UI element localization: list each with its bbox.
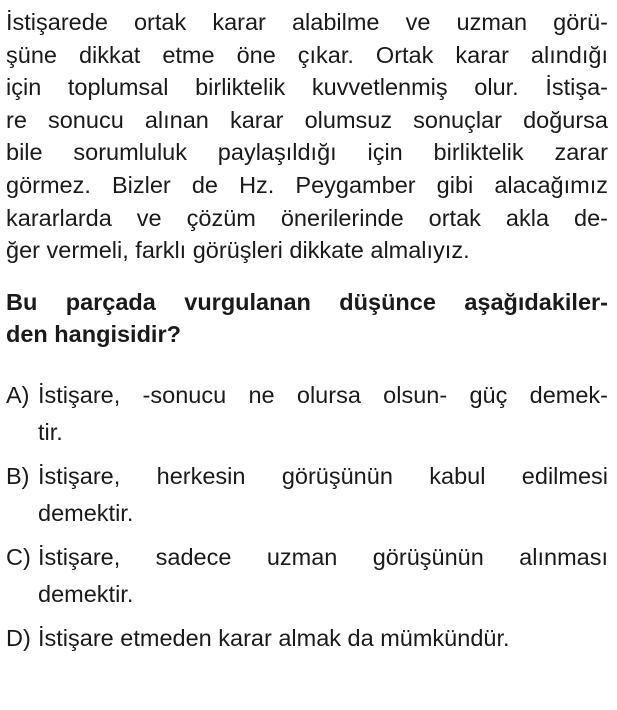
passage-line: kararlarda ve çözüm önerilerinde ortak akla de-	[6, 204, 608, 231]
passage-line: İstişarede ortak karar alabilme ve uzman görü-	[6, 9, 608, 35]
passage-line: bile sorumluluk paylaşıldığı için birliktelik zarar	[6, 139, 608, 166]
passage-line: şüne dikkat etme öne çıkar. Ortak karar alındığı	[6, 41, 608, 68]
option-letter: A)	[6, 381, 30, 408]
option-d[interactable]	[6, 620, 608, 657]
option-a[interactable]	[6, 377, 608, 451]
option-letter: B)	[6, 462, 30, 489]
question-line: Bu parçada vurgulanan düşünce aşağıdakiler-	[6, 288, 608, 315]
passage-line: ğer vermeli, farklı görüşleri dikkate almalıyız.	[6, 237, 470, 264]
option-b[interactable]	[6, 458, 608, 532]
option-text-line: İstişare, -sonucu ne olursa olsun- güç demek-	[38, 381, 608, 408]
option-text-line: İstişare etmeden karar almak da mümkündür.	[38, 624, 510, 651]
option-c[interactable]	[6, 539, 608, 613]
passage-line: görmez. Bizler de Hz. Peygamber gibi alacağımız	[6, 171, 608, 198]
question-stem	[6, 286, 608, 351]
option-letter: D)	[6, 624, 31, 651]
question-line: den hangisidir?	[6, 321, 181, 348]
option-text-line: İstişare, sadece uzman görüşünün alınması	[38, 543, 608, 570]
option-text-line: demektir.	[38, 499, 134, 526]
option-text-line: İstişare, herkesin görüşünün kabul edilmesi	[38, 462, 608, 489]
passage-line: için toplumsal birliktelik kuvvetlenmiş olur. İstişa-	[6, 74, 608, 101]
option-text-line: tir.	[38, 418, 63, 445]
passage	[6, 6, 608, 267]
question-page	[6, 6, 608, 664]
option-text-line: demektir.	[38, 580, 134, 607]
answer-options	[6, 377, 608, 657]
option-letter: C)	[6, 543, 31, 570]
passage-line: re sonucu alınan karar olumsuz sonuçlar doğursa	[6, 106, 608, 133]
